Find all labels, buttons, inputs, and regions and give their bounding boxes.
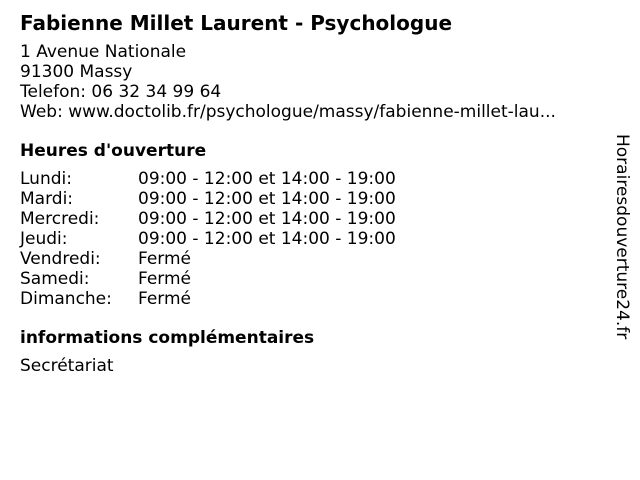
opening-hours-table <box>20 169 600 309</box>
day-hours: 09:00 - 12:00 et 14:00 - 19:00 <box>138 189 396 209</box>
hours-row-friday <box>20 249 600 269</box>
listing-page <box>20 10 600 376</box>
page-title: Fabienne Millet Laurent - Psychologue <box>20 11 453 35</box>
day-hours: Fermé <box>138 289 192 309</box>
day-label: Mardi: <box>20 189 74 209</box>
address-block <box>20 42 600 122</box>
day-hours: 09:00 - 12:00 et 14:00 - 19:00 <box>138 209 396 229</box>
day-hours: 09:00 - 12:00 et 14:00 - 19:00 <box>138 169 396 189</box>
phone-number: Telefon: 06 32 34 99 64 <box>20 82 222 102</box>
day-label: Mercredi: <box>20 209 100 229</box>
day-label: Dimanche: <box>20 289 112 309</box>
hours-row-sunday <box>20 289 600 309</box>
day-label: Lundi: <box>20 169 72 189</box>
day-label: Samedi: <box>20 269 90 289</box>
city-postcode: 91300 Massy <box>20 62 133 82</box>
hours-row-saturday <box>20 269 600 289</box>
hours-row-thursday <box>20 229 600 249</box>
additional-info-heading: informations complémentaires <box>20 328 315 348</box>
opening-hours-heading: Heures d'ouverture <box>20 141 207 161</box>
additional-info-text: Secrétariat <box>20 356 114 376</box>
hours-row-wednesday <box>20 209 600 229</box>
hours-row-tuesday <box>20 189 600 209</box>
website-link[interactable]: Web: www.doctolib.fr/psychologue/massy/fabienne-millet-lau... <box>20 102 556 122</box>
day-label: Vendredi: <box>20 249 101 269</box>
day-hours: 09:00 - 12:00 et 14:00 - 19:00 <box>138 229 396 249</box>
day-hours: Fermé <box>138 249 192 269</box>
site-watermark: Horairesdouverture24.fr <box>612 134 632 340</box>
day-label: Jeudi: <box>20 229 68 249</box>
day-hours: Fermé <box>138 269 192 289</box>
hours-row-monday <box>20 169 600 189</box>
street-address: 1 Avenue Nationale <box>20 42 187 62</box>
